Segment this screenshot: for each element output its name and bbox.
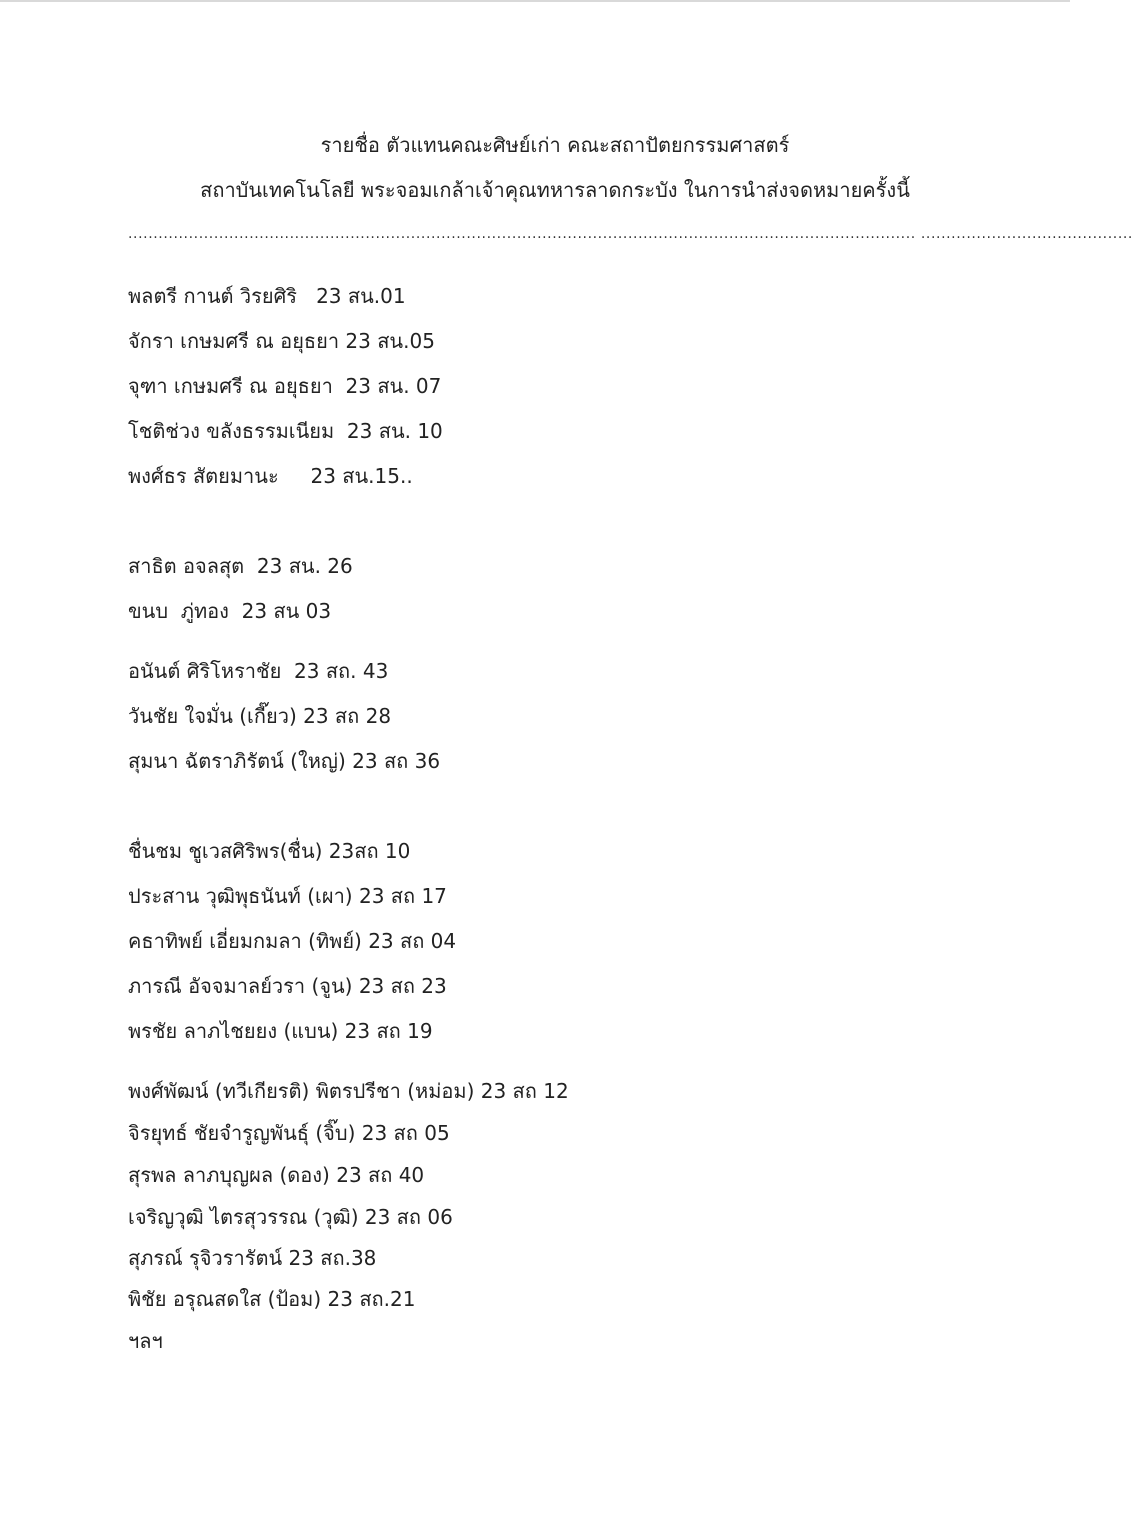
name-entry: ขนบ ภู่ทอง 23 สน 03: [128, 599, 332, 623]
name-entry: อนันต์ ศิริโหราชัย 23 สถ. 43: [128, 659, 389, 683]
document-title-line-2: สถาบันเทคโนโลยี พระจอมเกล้าเจ้าคุณทหารลาดกระบัง ในการนำส่งจดหมายครั้งนี้: [200, 178, 910, 202]
name-entry: พงศ์ธร สัตยมานะ 23 สน.15..: [128, 464, 413, 488]
name-entry: สุมนา ฉัตราภิรัตน์ (ใหญ่) 23 สถ 36: [128, 749, 441, 773]
name-entry: สุภรณ์ รุจิวรารัตน์ 23 สถ.38: [128, 1246, 377, 1270]
top-border: [0, 0, 1070, 2]
name-entry: จุฑา เกษมศรี ณ อยุธยา 23 สน. 07: [128, 374, 442, 398]
document-title-line-1: รายชื่อ ตัวแทนคณะศิษย์เก่า คณะสถาปัตยกรรมศาสตร์: [320, 133, 790, 157]
name-entry: จิรยุทธ์ ชัยจำรูญพันธุ์ (จิ๊บ) 23 สถ 05: [128, 1121, 450, 1145]
dotted-separator: ............................................................................................................................................................ ..........................................: [128, 226, 1133, 242]
name-entry: พงศ์พัฒน์ (ทวีเกียรติ) พิตรปรีชา (หม่อม) 23 สถ 12: [128, 1079, 569, 1103]
name-entry: เจริญวุฒิ ไตรสุวรรณ (วุฒิ) 23 สถ 06: [128, 1205, 453, 1229]
closing-etc: ฯลฯ: [128, 1329, 163, 1353]
name-entry: คธาทิพย์ เอี่ยมกมลา (ทิพย์) 23 สถ 04: [128, 929, 457, 953]
name-entry: ชื่นชม ชูเวสศิริพร(ชื่น) 23สถ 10: [128, 839, 411, 863]
name-entry: วันชัย ใจมั่น (เกี๊ยว) 23 สถ 28: [128, 704, 392, 728]
name-entry: สุรพล ลาภบุญผล (ดอง) 23 สถ 40: [128, 1163, 425, 1187]
name-entry: ภารณี อัจจมาลย์วรา (จูน) 23 สถ 23: [128, 974, 447, 998]
name-entry: พิชัย อรุณสดใส (ป้อม) 23 สถ.21: [128, 1287, 416, 1311]
name-entry: พลตรี กานต์ วิรยศิริ 23 สน.01: [128, 284, 406, 308]
name-entry: สาธิต อจลสุต 23 สน. 26: [128, 554, 353, 578]
name-entry: จักรา เกษมศรี ณ อยุธยา 23 สน.05: [128, 329, 435, 353]
name-entry: ประสาน วุฒิพุธนันท์ (เผา) 23 สถ 17: [128, 884, 447, 908]
name-entry: พรชัย ลาภไชยยง (แบน) 23 สถ 19: [128, 1019, 433, 1043]
name-entry: โชติช่วง ขลังธรรมเนียม 23 สน. 10: [128, 419, 443, 443]
